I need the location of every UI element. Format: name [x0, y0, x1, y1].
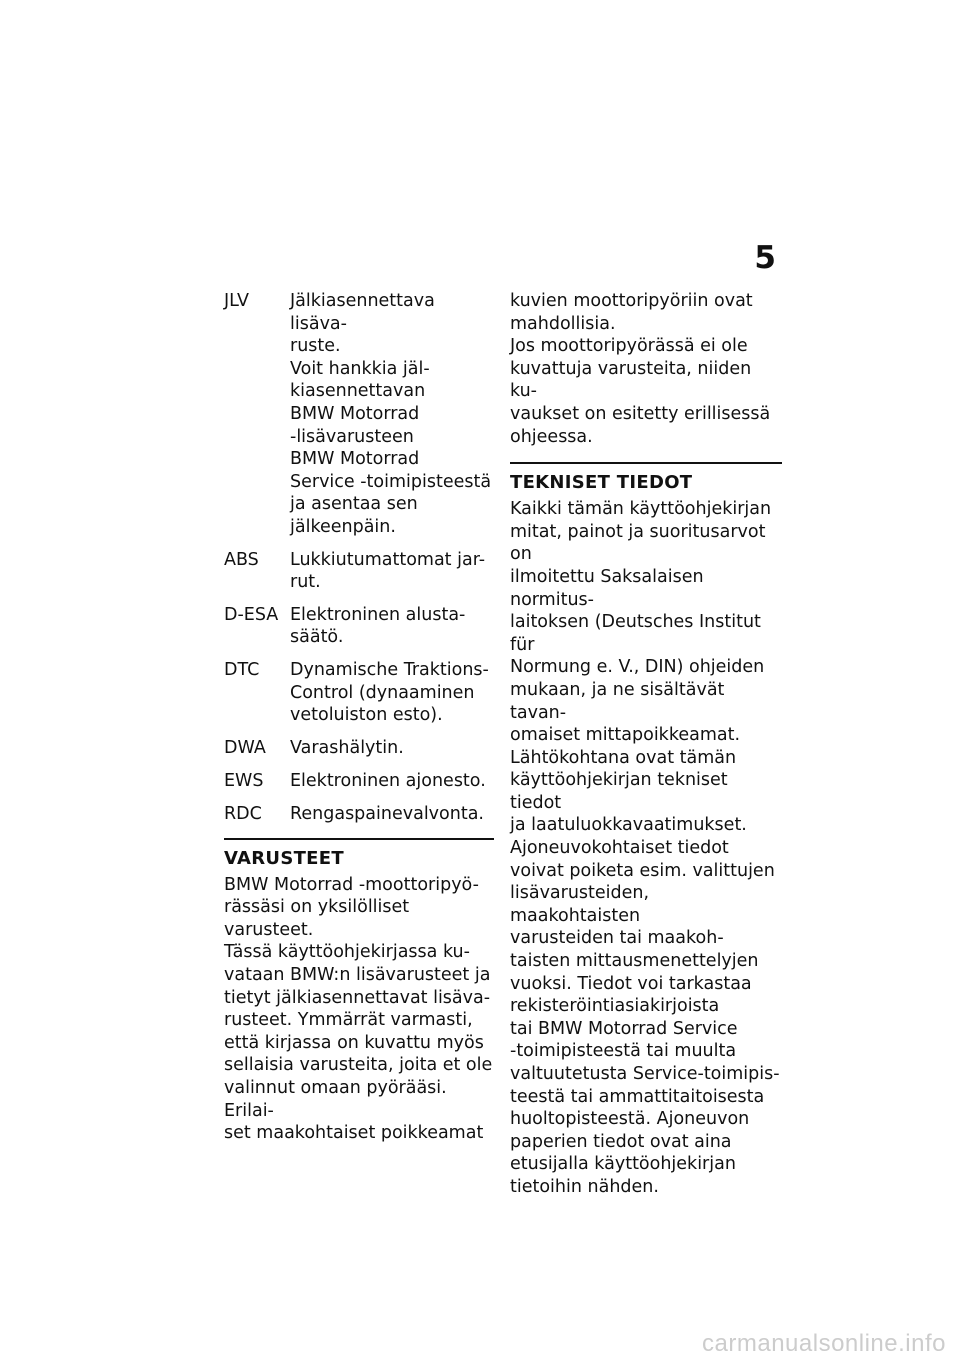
text-line: tietyt jälkiasennettavat lisäva- [224, 987, 491, 1008]
text-line: että kirjassa on kuvattu myös [224, 1032, 484, 1053]
abbreviation-row [224, 737, 494, 760]
definition-text [290, 290, 494, 358]
text-line: kiasennettavan [290, 381, 426, 402]
text-line: Voit hankkia jäl- [290, 358, 430, 379]
text-line: kuvattuja varusteita, niiden ku- [510, 358, 752, 402]
abbreviation-definition [290, 803, 494, 826]
text-line: sellaisia varusteita, joita et ole [224, 1055, 493, 1076]
abbreviation-term: ABS [224, 549, 259, 570]
text-line: kuvien moottoripyöriin ovat [510, 291, 753, 311]
paragraph [224, 874, 494, 1145]
abbreviation-row [224, 803, 494, 826]
text-line: Lukkiutumattomat jar- [290, 549, 486, 570]
abbreviation-term: JLV [224, 291, 249, 311]
text-line: vuoksi. Tiedot voi tarkastaa [510, 973, 752, 994]
text-line: Dynamische Traktions- [290, 659, 489, 680]
text-line: -lisävarusteen [290, 426, 414, 447]
definition-text [290, 770, 494, 793]
text-line: valinnut omaan pyörääsi. Erilai- [224, 1078, 447, 1121]
abbreviation-term: EWS [224, 770, 264, 791]
definition-text [290, 604, 494, 649]
text-line: -toimipisteestä tai muulta [510, 1041, 737, 1062]
text-line: varusteiden tai maakoh- [510, 928, 724, 949]
abbreviation-row [224, 659, 494, 727]
text-line: Ajoneuvokohtaiset tiedot [510, 838, 729, 859]
text-line: ja asentaa sen [290, 494, 418, 515]
abbreviation-definition [290, 290, 494, 539]
text-line: voivat poiketa esim. valittujen [510, 860, 775, 881]
text-line: omaiset mittapoikkeamat. [510, 725, 741, 746]
text-line: Jälkiasennettava lisäva- [290, 291, 435, 334]
text-line: taisten mittausmenettelyjen [510, 951, 759, 972]
abbreviation-definition [290, 659, 494, 727]
abbreviation-term: DWA [224, 737, 266, 758]
tekniset-text [510, 498, 782, 1198]
abbreviation-row [224, 549, 494, 594]
text-line: ilmoitettu Saksalaisen normitus- [510, 566, 704, 610]
text-line: Varashälytin. [290, 737, 404, 758]
text-line: mukaan, ja ne sisältävät tavan- [510, 679, 725, 723]
text-line: Lähtökohtana ovat tämän [510, 747, 737, 768]
text-line: lisävarusteiden, maakohtaisten [510, 883, 650, 926]
text-line: laitoksen (Deutsches Institut für [510, 612, 761, 655]
abbreviation-term: RDC [224, 803, 262, 824]
definition-text [290, 737, 494, 760]
text-line: paperien tiedot ovat aina [510, 1131, 732, 1152]
abbreviation-definition [290, 737, 494, 760]
text-line: Tässä käyttöohjekirjassa ku- [224, 942, 470, 963]
definition-text [290, 549, 494, 594]
text-line: set maakohtaiset poikkeamat [224, 1123, 484, 1144]
text-line: jälkeenpäin. [290, 516, 396, 537]
right-column [510, 290, 782, 1199]
paragraph [510, 290, 782, 448]
text-line: Kaikki tämän käyttöohjekirjan [510, 499, 772, 520]
left-column [224, 290, 494, 1145]
text-line: rässäsi on yksilölliset varusteet. [224, 897, 410, 940]
text-line: BMW Motorrad [290, 403, 420, 424]
section-divider [510, 462, 782, 464]
page-number: 5 [754, 240, 776, 276]
definition-text [290, 803, 494, 826]
section-divider [224, 838, 494, 840]
text-line: käyttöohjekirjan tekniset tiedot [510, 770, 728, 813]
text-line: säätö. [290, 627, 344, 648]
text-line: etusijalla käyttöohjekirjan [510, 1154, 736, 1175]
paragraph [510, 498, 782, 1198]
abbreviation-term: DTC [224, 659, 260, 680]
text-line: Elektroninen ajonesto. [290, 770, 486, 791]
text-line: Normung e. V., DIN) ohjeiden [510, 657, 765, 678]
varusteet-text [224, 874, 494, 1145]
text-line: vaukset on esitetty erillisessä [510, 403, 771, 424]
abbreviation-definition [290, 604, 494, 649]
section-title-varusteet: VARUSTEET [224, 847, 344, 869]
abbreviation-definition [290, 770, 494, 793]
text-line: Jos moottoripyörässä ei ole [510, 336, 748, 357]
abbreviation-term: D-ESA [224, 604, 279, 625]
abbreviation-row [224, 290, 494, 539]
text-line: Control (dynaaminen [290, 682, 475, 703]
text-line: BMW Motorrad [290, 449, 420, 470]
text-line: ruste. [290, 336, 341, 357]
text-line: BMW Motorrad -moottoripyö- [224, 874, 479, 895]
text-line: teestä tai ammattitaitoisesta [510, 1086, 765, 1107]
text-line: Elektroninen alusta- [290, 604, 466, 625]
definition-note [290, 358, 494, 539]
text-line: vetoluiston esto). [290, 705, 443, 726]
abbreviation-list [224, 290, 494, 826]
text-line: mitat, painot ja suoritusarvot on [510, 521, 766, 565]
text-line: ja laatuluokkavaatimukset. [510, 815, 747, 836]
text-line: Rengaspainevalvonta. [290, 803, 484, 824]
text-line: huoltopisteestä. Ajoneuvon [510, 1109, 750, 1130]
section-title-tekniset: TEKNISET TIEDOT [510, 472, 693, 494]
text-line: valtuutetusta Service-toimipis- [510, 1064, 780, 1084]
varusteet-text-continued [510, 290, 782, 448]
text-line: Service -toimipisteestä [290, 471, 492, 492]
text-line: ohjeessa. [510, 426, 593, 447]
text-line: tietoihin nähden. [510, 1176, 659, 1197]
text-line: rut. [290, 572, 321, 593]
text-line: rekisteröintiasiakirjoista [510, 996, 720, 1017]
text-line: tai BMW Motorrad Service [510, 1018, 738, 1039]
text-line: mahdollisia. [510, 313, 616, 334]
abbreviation-definition [290, 549, 494, 594]
abbreviation-row [224, 770, 494, 793]
text-line: rusteet. Ymmärrät varmasti, [224, 1010, 473, 1031]
abbreviation-row [224, 604, 494, 649]
text-line: vataan BMW:n lisävarusteet ja [224, 965, 491, 986]
watermark: carmanualsonline.info [702, 1330, 946, 1357]
definition-text [290, 659, 494, 727]
